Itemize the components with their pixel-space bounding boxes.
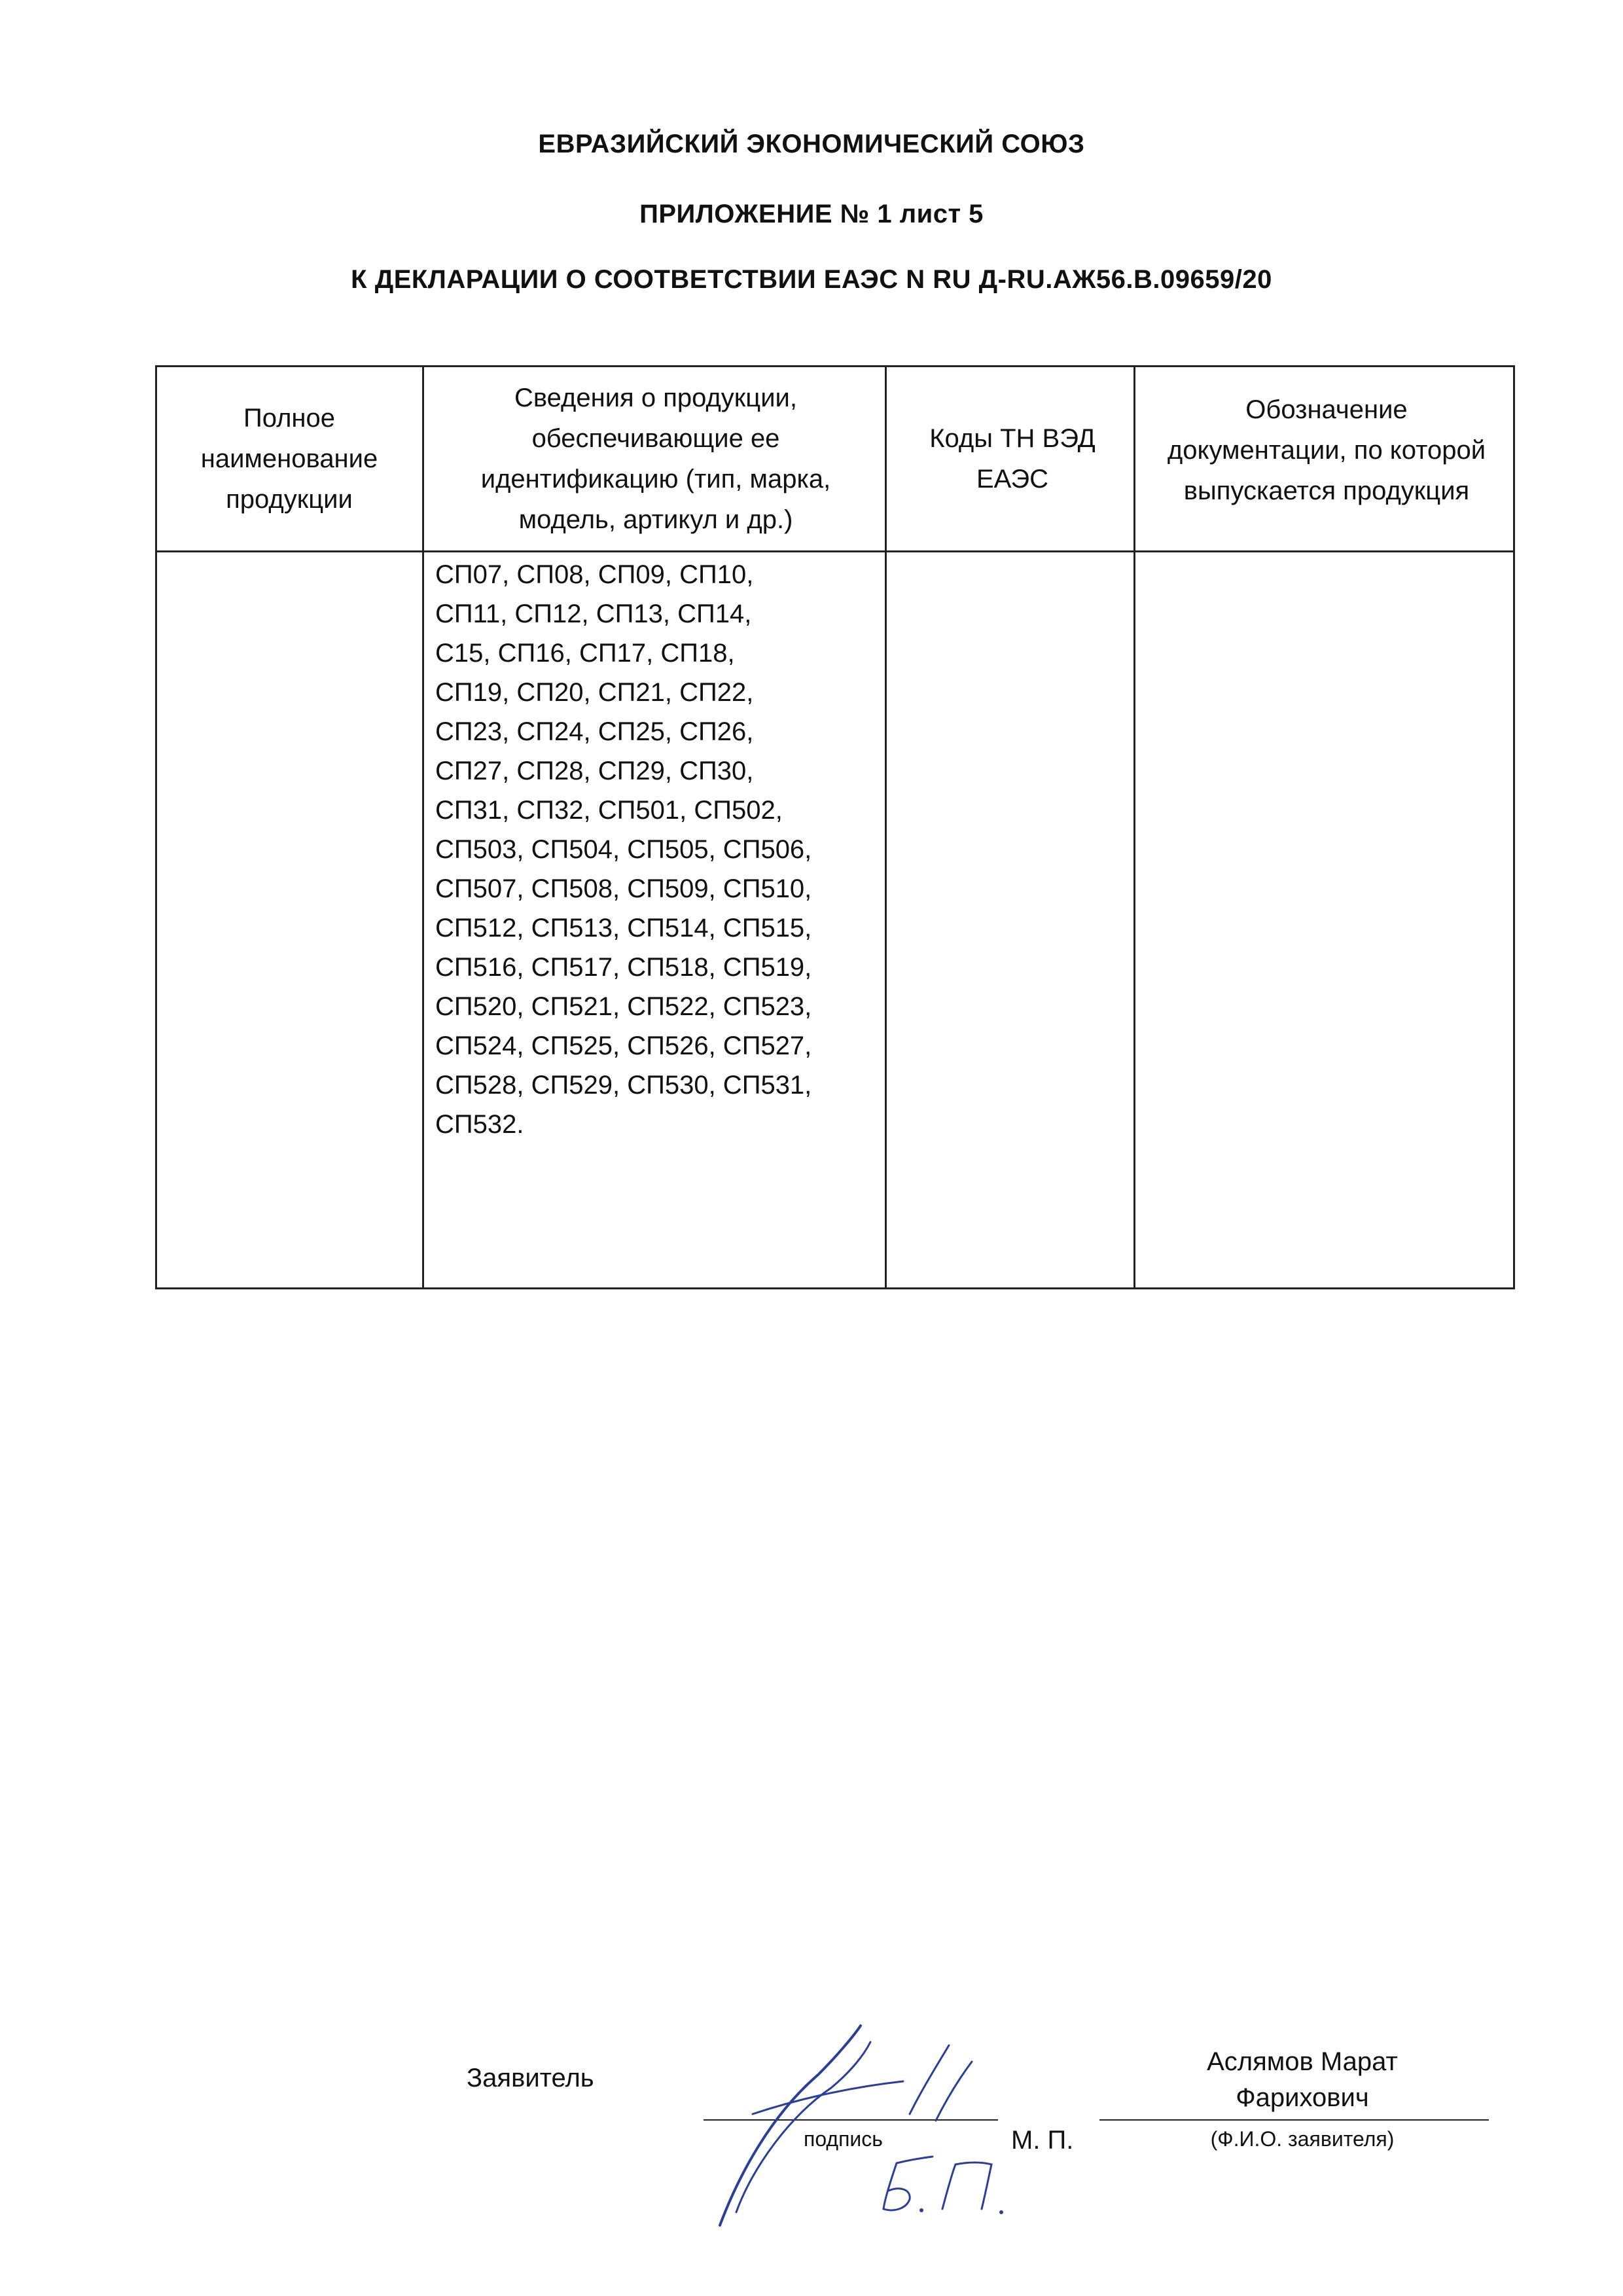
table-header-divider [155,550,1515,552]
stamp-place-label: М. П. [1011,2126,1074,2155]
column-header-tnved-codes: Коды ТН ВЭД ЕАЭС [929,424,1096,493]
applicant-name-line2: Фарихович [1236,2083,1369,2112]
product-model-list [435,555,880,1144]
signature-caption: подпись [804,2127,883,2151]
product-table [155,365,1515,1289]
table-border-left [155,365,157,1289]
column-header-name: Полное наименование продукции [200,404,378,514]
table-border-bottom [155,1287,1515,1289]
model-line: С15, СП16, СП17, СП18, [435,639,735,668]
model-line: СП27, СП28, СП29, СП30, [435,757,754,785]
handwritten-note [870,2150,1027,2222]
model-line: СП524, СП525, СП526, СП527, [435,1031,812,1060]
model-line: СП532. [435,1110,524,1139]
model-line: СП31, СП32, СП501, СП502, [435,796,783,825]
table-border-right [1513,365,1515,1289]
appendix-title: ПРИЛОЖЕНИЕ № 1 лист 5 [639,200,984,228]
name-line [1099,2119,1489,2121]
column-header-identification: Сведения о продукции, обеспечивающие ее идентификацию (тип, марка, модель, артикул и др.) [480,384,831,534]
column-divider-2 [885,365,887,1289]
model-line: СП503, СП504, СП505, СП506, [435,835,812,864]
model-line: СП528, СП529, СП530, СП531, [435,1071,812,1100]
model-line: СП520, СП521, СП522, СП523, [435,992,812,1021]
model-line: СП23, СП24, СП25, СП26, [435,717,754,746]
applicant-label: Заявитель [467,2064,594,2092]
model-line: СП507, СП508, СП509, СП510, [435,874,812,903]
column-header-documentation: Обозначение документации, по которой выпускается продукция [1167,395,1486,505]
declaration-title: К ДЕКЛАРАЦИИ О СООТВЕТСТВИИ ЕАЭС N RU Д-RU.АЖ56.В.09659/20 [351,265,1272,294]
model-line: СП19, СП20, СП21, СП22, [435,678,754,707]
model-line: СП516, СП517, СП518, СП519, [435,953,812,982]
column-divider-3 [1133,365,1135,1289]
union-title: ЕВРАЗИЙСКИЙ ЭКОНОМИЧЕСКИЙ СОЮЗ [538,130,1085,158]
model-line: СП11, СП12, СП13, СП14, [435,600,752,628]
applicant-name-line1: Аслямов Марат [1207,2047,1398,2076]
model-line: СП512, СП513, СП514, СП515, [435,914,812,942]
column-divider-1 [422,365,424,1289]
applicant-name-caption: (Ф.И.О. заявителя) [1210,2127,1395,2151]
model-line: СП07, СП08, СП09, СП10, [435,560,754,589]
